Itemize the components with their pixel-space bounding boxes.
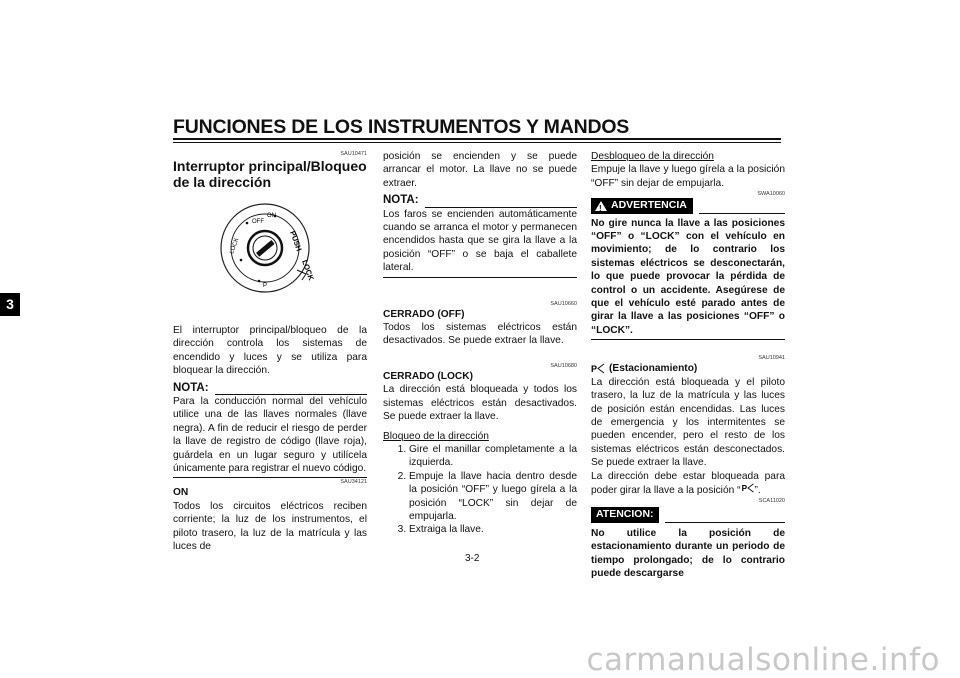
step: 2. Empuje la llave hacia dentro desde la posición “OFF” y luego gírela a la posición “LOCK” sin dejar de empujarla. xyxy=(409,470,577,524)
ref-code: SAU10680 xyxy=(550,362,577,369)
caution-label: ATENCION: xyxy=(596,508,654,521)
parking-symbol-icon xyxy=(741,483,755,493)
nota-text: Para la conducción normal del vehículo utilice una de las llaves normales (llave negra). A fin de reducir el riesgo de perder la llave de registro de código (llave roja), guárdela en un lugar seguro y utilícela únicamente para registrar el nuevo código. xyxy=(173,395,367,478)
label-lock-right: LOCK xyxy=(300,258,316,282)
ref-code: SCA11020 xyxy=(758,498,785,505)
step: 1. Gire el manillar completamente a la izquierda. xyxy=(409,443,577,470)
nota-header xyxy=(173,382,367,395)
nota-text: Los faros se encienden automáticamente cuando se arranca el motor y permanecen encendidos hasta que se gira la llave a la posición “OFF” o se baja el caballete lateral. xyxy=(383,208,577,278)
nota-label: NOTA: xyxy=(383,194,419,207)
svg-text:P: P xyxy=(591,364,598,375)
caution-text: No utilice la posición de estacionamiento durante un periodo de tiempo prolongado; de lo contrario puede descargarse xyxy=(591,527,785,579)
step: 3. Extraiga la llave. xyxy=(409,523,577,536)
watermark: carmanualsonline.info xyxy=(586,642,940,678)
warning-text: No gire nunca la llave a las posiciones “OFF” o “LOCK” con el vehículo en movimiento; de lo contrario los sistemas eléctricos se desconectarán, lo que puede provocar la pérdida de control o un accidente. Asegúrese de que el vehículo esté parado antes de girar la llave a las posiciones “OFF” o “LOCK”. xyxy=(591,217,785,341)
ref-code: SAU10471 xyxy=(340,151,367,157)
warning-label: ADVERTENCIA xyxy=(611,199,687,212)
intro-paragraph: El interruptor principal/bloqueo de la dirección controla los sistemas de encendido y luces y se utiliza para bloquear la dirección. xyxy=(173,325,367,377)
page-number: 3-2 xyxy=(465,553,480,564)
chapter-tab: 3 xyxy=(0,293,20,316)
page-title: FUNCIONES DE LOS INSTRUMENTOS Y MANDOS xyxy=(173,116,630,138)
on-text: Todos los circuitos eléctricos reciben corriente; la luz de los instrumentos, el piloto trasero, la luz de la matrícula y las luces de xyxy=(173,500,367,553)
park-text-2: La dirección debe estar bloqueada para poder girar la llave a la posición “ P ”. xyxy=(591,470,785,496)
ref-code: SWA10060 xyxy=(757,191,785,198)
nota-label: NOTA: xyxy=(173,381,209,394)
lock-text: La dirección está bloqueada y todos los sistemas eléctricos están desactivados. Se puede extraer la llave. xyxy=(383,384,577,423)
lock-subheading: Bloqueo de la dirección xyxy=(383,430,489,442)
ref-code: SAU10660 xyxy=(550,300,577,307)
title-rule-thin xyxy=(173,142,781,143)
label-push: PUSH xyxy=(288,229,304,253)
park-heading: (Estacionamiento) xyxy=(609,363,698,375)
warning-triangle-icon: ! xyxy=(595,201,607,211)
ignition-switch-illustration xyxy=(173,190,367,312)
label-on: ON xyxy=(267,213,276,219)
warning-badge xyxy=(591,198,693,213)
caution-badge xyxy=(591,507,659,522)
ref-code: SAU10941 xyxy=(758,355,785,362)
park-text: La dirección está bloqueada y el piloto trasero, la luz de la matrícula y las luces de posición están encendidas. Las luces de emergencia y los intermitentes se pueden encender, pero el resto de los sistemas eléctricos están desconectados. Se puede extraer la llave. xyxy=(591,376,785,469)
unlock-subheading: Desbloqueo de la dirección xyxy=(591,151,714,162)
off-text: Todos los sistemas eléctricos están desactivados. Se puede extraer la llave. xyxy=(383,322,577,347)
ignition-switch-figure xyxy=(173,190,367,312)
park-heading-row xyxy=(591,362,785,375)
lock-steps xyxy=(383,443,577,537)
column-2 xyxy=(383,150,577,537)
column-1 xyxy=(173,150,367,554)
continued-text: posición se encienden y se puede arrancar el motor. La llave no se puede extraer. xyxy=(383,151,577,189)
on-heading: ON xyxy=(173,487,189,499)
title-rule xyxy=(173,138,781,140)
ref-code: SAU34121 xyxy=(340,479,367,486)
caution-header xyxy=(591,507,785,522)
off-heading: CERRADO (OFF) xyxy=(383,308,465,320)
label-off: OFF xyxy=(252,219,264,225)
unlock-text: Empuje la llave y luego gírela a la posición “OFF” sin dejar de empujarla. xyxy=(591,164,785,189)
lock-heading: CERRADO (LOCK) xyxy=(383,370,473,382)
section-title: Interruptor principal/Bloqueo de la dirección xyxy=(173,158,367,190)
nota-header xyxy=(383,194,577,207)
label-p: P xyxy=(263,283,268,289)
warning-header xyxy=(591,198,785,213)
parking-symbol-icon xyxy=(591,363,605,374)
column-3 xyxy=(591,150,785,580)
label-lock: LOCK xyxy=(229,237,241,255)
svg-text:P: P xyxy=(741,484,747,493)
